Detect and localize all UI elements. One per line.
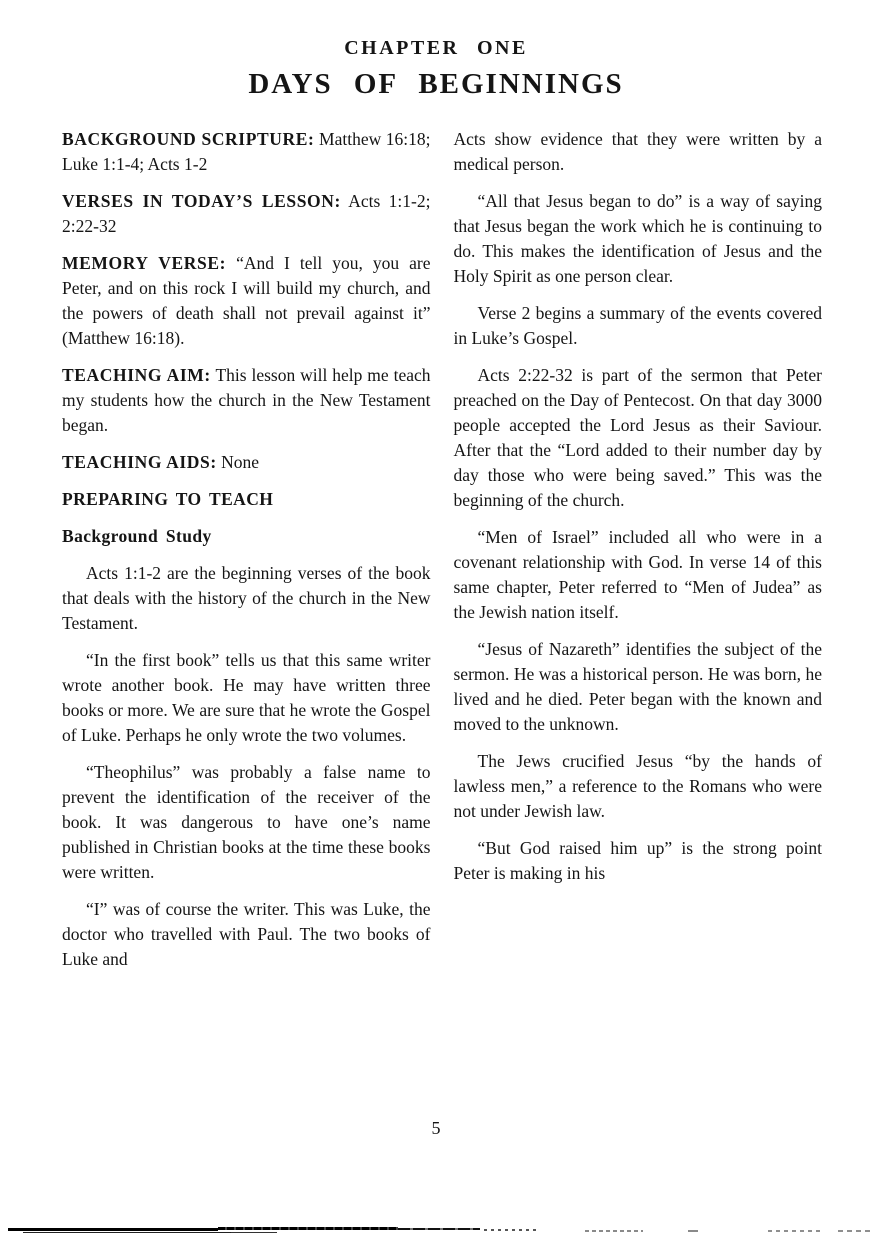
- right-paragraph-2: “All that Jesus began to do” is a way of saying that Jesus began the work which he is continuing to do. This makes the identification of Jesus and the Holy Spirit as one person clear.: [453, 191, 822, 286]
- right-paragraph-5: “Men of Israel” included all who were in a covenant relationship with God. In verse 14 of this same chapter, Peter referred to “Men of Judea” as the Jewish nation itself.: [453, 527, 822, 622]
- right-column: [454, 127, 823, 984]
- page-title: DAYS OF BEGINNINGS: [248, 68, 624, 100]
- right-paragraph-4: Acts 2:22-32 is part of the sermon that Peter preached on the Day of Pentecost. On that day 3000 people accepted the Lord Jesus as their Saviour. After that the “Lord added to their number day by day those who were being saved.” This was the beginning of the church.: [453, 365, 822, 510]
- page-number: 5: [431, 1118, 441, 1138]
- memory-verse-text: “And I tell you, you are Peter, and on this rock I will build my church, and the powers of death shall not prevail against it” (Matthew 16:18).: [62, 253, 431, 348]
- right-paragraph-7: The Jews crucified Jesus “by the hands of lawless men,” a reference to the Romans who were not under Jewish law.: [453, 751, 822, 821]
- memory-verse-label: MEMORY VERSE:: [62, 253, 227, 273]
- teaching-aim-label: TEACHING AIM:: [62, 365, 211, 385]
- background-scripture-paragraph: [62, 127, 431, 177]
- two-column-body: [0, 127, 872, 984]
- scan-artifact-segment: [8, 1228, 218, 1231]
- memory-verse-paragraph: [62, 251, 431, 351]
- page-header: [0, 0, 872, 101]
- right-paragraph-8: “But God raised him up” is the strong point Peter is making in his: [453, 838, 822, 883]
- chapter-label: CHAPTER ONE: [344, 37, 528, 59]
- background-study-heading: Background Study: [62, 526, 212, 546]
- verses-text: Acts 1:1-2; 2:22-32: [62, 191, 431, 236]
- verses-paragraph: [62, 189, 431, 239]
- scan-artifact-segment: [768, 1230, 824, 1232]
- right-paragraph-3: Verse 2 begins a summary of the events covered in Luke’s Gospel.: [453, 303, 822, 348]
- preparing-to-teach-heading: PREPARING TO TEACH: [62, 489, 274, 509]
- teaching-aids-text: None: [221, 452, 260, 472]
- scan-artifact-segment: [218, 1227, 398, 1230]
- right-paragraph-6: “Jesus of Nazareth” identifies the subject of the sermon. He was a historical person. He was born, he lived and he died. Peter began with the known and moved to the unknown.: [453, 639, 822, 734]
- background-scripture-text: Matthew 16:18; Luke 1:1-4; Acts 1-2: [62, 129, 431, 174]
- left-column: [62, 127, 431, 984]
- scan-artifact-segment: [688, 1230, 698, 1232]
- scan-artifact-segment: [838, 1230, 870, 1232]
- left-paragraph-4: “I” was of course the writer. This was Luke, the doctor who travelled with Paul. The two books of Luke and: [62, 899, 431, 969]
- scan-artifact-segment: [585, 1230, 643, 1232]
- verses-label: VERSES IN TODAY’S LESSON:: [62, 191, 341, 211]
- scan-artifact-line: [0, 1224, 872, 1236]
- teaching-aids-label: TEACHING AIDS:: [62, 452, 217, 472]
- left-paragraph-1: Acts 1:1-2 are the beginning verses of the book that deals with the history of the church in the New Testament.: [62, 563, 431, 633]
- right-paragraph-1: Acts show evidence that they were written by a medical person.: [453, 129, 822, 174]
- scan-artifact-segment: [398, 1228, 480, 1230]
- teaching-aim-text: This lesson will help me teach my students how the church in the New Testament began.: [62, 365, 431, 435]
- left-paragraph-2: “In the first book” tells us that this same writer wrote another book. He may have written three books or more. We are sure that he wrote the Gospel of Luke. Perhaps he only wrote the two volumes.: [62, 650, 431, 745]
- scan-artifact-segment: [484, 1229, 540, 1231]
- teaching-aim-paragraph: [62, 363, 431, 438]
- background-scripture-label: BACKGROUND SCRIPTURE:: [62, 129, 315, 149]
- left-paragraph-3: “Theophilus” was probably a false name to prevent the identification of the receiver of the book. It was dangerous to have one’s name published in Christian books at the time these books were written.: [62, 762, 431, 882]
- teaching-aids-paragraph: [62, 450, 431, 475]
